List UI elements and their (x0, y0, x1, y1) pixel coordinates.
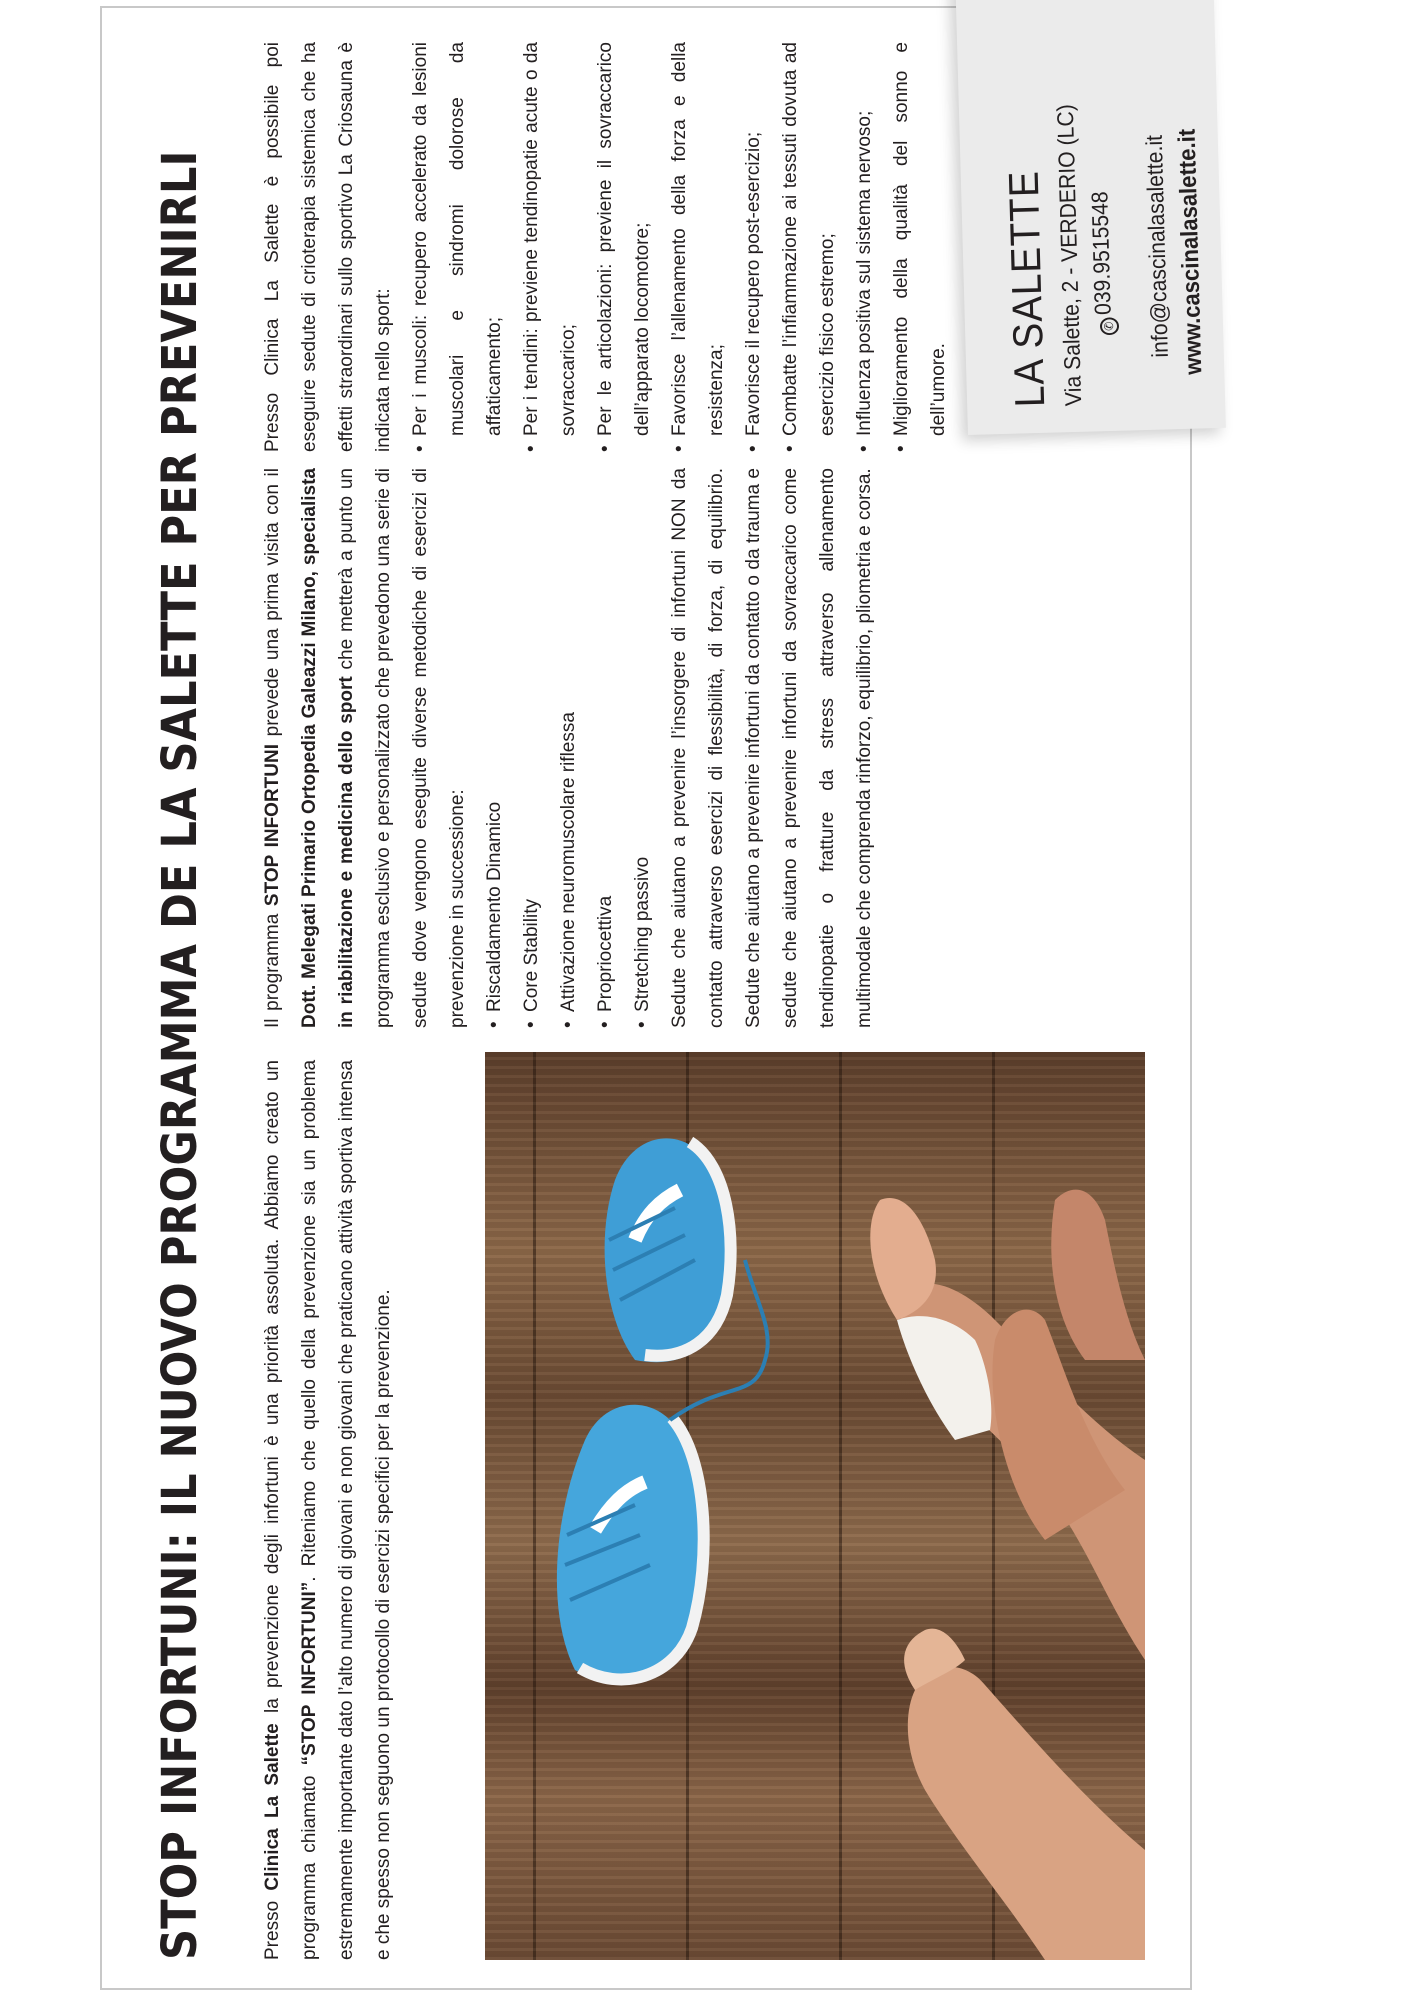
list-item: • Per le articolazioni: previene il sovraccarico dell’apparato locomotore; (587, 42, 661, 452)
program-description: Il programma STOP INFORTUNI prevede una prima visita con il Dott. Melegati Primario Ortopedia Galeazzi Milano, specialista in riabilitazione e medicina dello sport che metterà a punto un programma esclusivo e personalizzato che prevedono una serie di sedute dove vengono eseguite diverse metodiche di esercizi di prevenzione in successione: (262, 467, 468, 1028)
address: Via Salette, 2 - VERDERIO (LC) (1051, 103, 1087, 407)
email-link[interactable]: info@cascinalasalette.it (1140, 134, 1173, 358)
program-closing: Sedute che aiutano a prevenire l’insorgere di infortuni NON da contatto attraverso esercizi di flessibilità, di forza, di equilibrio. Sedute che aiutano a prevenire infortuni da contatto o da trauma e sedute che aiutano a prevenire infortuni da sovraccarico come tendinopatie o fratture da stress attraverso allenamento multimodale che comprenda rinforzo, equilibrio, pliometria e corsa. (669, 468, 875, 1028)
list-item: • Propriocettiva (587, 468, 624, 1028)
cryotherapy-benefits-list (402, 42, 957, 452)
photo-sneakers-ankle-bandage (485, 1052, 1145, 1960)
cryotherapy-intro: Presso Clinica La Salette è possibile poi eseguire sedute di crioterapia sistemica che ha effetti straordinari sullo sportivo La Criosauna è indicata nello sport: (262, 42, 394, 452)
phone-line[interactable] (1085, 191, 1119, 336)
cryotherapy-column (254, 42, 957, 452)
business-name: LA SALETTE (999, 169, 1054, 408)
phone-number: 039.9515548 (1086, 191, 1116, 316)
photo-illustration (485, 1052, 1145, 1960)
list-item: • Favorisce il recupero post-esercizio; (735, 42, 772, 452)
clinic-name: Clinica La Salette (262, 1723, 283, 1891)
headline: STOP INFORTUNI: IL NUOVO PROGRAMMA DE LA SALETTE PER PREVENIRLI (152, 150, 208, 1960)
program-column (254, 468, 883, 1028)
list-item: • Per i tendini: previene tendinopatie acute o da sovraccarico; (513, 42, 587, 452)
list-item: • Favorisce l’allenamento della forza e della resistenza; (661, 42, 735, 452)
phone-icon: ✆ (1100, 317, 1119, 335)
exercise-list (476, 468, 661, 1028)
list-item: • Riscaldamento Dinamico (476, 468, 513, 1028)
list-item: • Attivazione neuromuscolare riflessa (550, 468, 587, 1028)
list-item: • Core Stability (513, 468, 550, 1028)
list-item: • Combatte l’infiammazione ai tessuti dovuta ad esercizio fisico estremo; (772, 42, 846, 452)
program-name: “STOP INFORTUNI” (299, 1581, 320, 1766)
doctor-credentials: Dott. Melegati Primario Ortopedia Galeazzi Milano, specialista in riabilitazione e medicina dello sport (299, 468, 357, 1028)
contact-card (954, 0, 1226, 435)
list-item: • Miglioramento della qualità del sonno e dell’umore. (883, 42, 957, 452)
article (100, 6, 1208, 1990)
list-item: • Influenza positiva sul sistema nervoso; (846, 42, 883, 452)
intro-paragraph: Presso Clinica La Salette la prevenzione degli infortuni è una priorità assoluta. Abbiamo creato un programma chiamato “STOP INFORTUNI”. Riteniamo che quello della prevenzione sia un problema estremamente importante dato l’alto numero di giovani e non giovani che praticano attività sportiva intensa e che spesso non seguono un protocollo di esercizi specifici per la prevenzione. (262, 1059, 394, 1960)
website-link[interactable]: www.cascinalasalette.it (1173, 128, 1208, 376)
list-item: • Per i muscoli: recupero accelerato da lesioni muscolari e sindromi dolorose da affaticamento; (402, 42, 513, 452)
list-item: • Stretching passivo (624, 468, 661, 1028)
